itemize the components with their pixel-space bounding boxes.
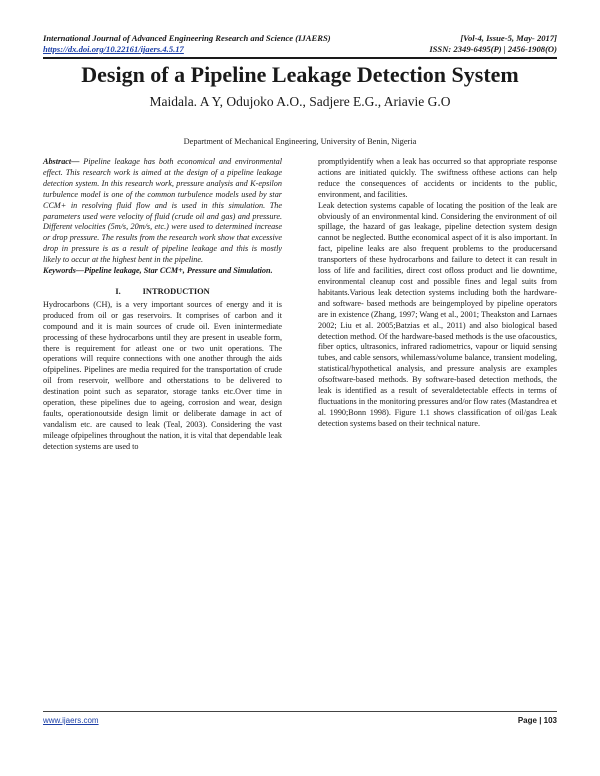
section-title: INTRODUCTION xyxy=(142,286,210,296)
running-header-right xyxy=(429,33,557,55)
abstract-text: Pipeline leakage has both economical and environmental effect. This research work is aimed at the design of a pipeline leakage detection system. In this research work, pressure analysis and K-epsilon turbulence model is one of the common turbulence models used by star CCM+ in resolving fluid flow and is used in this simulation. The parameters used were velocity of fluid (crude oil and gas) and pressure. Different velocities (5m/s, 20m/s, etc.) were used to determined increase or drop pressure. The results from the research work show that excessive drop in pressure is as a result of pipeline leakage and this is mostly likely to occur at the highest bent in the pipeline. xyxy=(43,157,282,265)
right-column xyxy=(318,157,557,430)
footer-rule xyxy=(43,711,557,712)
doi-link[interactable]: https://dx.doi.org/10.22161/ijaers.4.5.17 xyxy=(43,44,184,54)
running-header-left xyxy=(43,33,331,55)
paper-affiliation: Department of Mechanical Engineering, University of Benin, Nigeria xyxy=(183,137,417,146)
header-rule xyxy=(43,57,557,59)
issn-info: ISSN: 2349-6495(P) | 2456-1908(O) xyxy=(429,44,557,54)
intro-paragraph-1-continued: promptlyidentify when a leak has occurred so that appropriate response actions are initiated quickly. The swiftness ofthese actions can help reduce the consequences of accidents or incidents to the public, environment, and facilities. xyxy=(318,157,557,199)
intro-paragraph-1: Hydrocarbons (CH), is a very important sources of energy and it is produced from oil or gas reservoirs. It comprises of carbon and it compound and it is main sources of crude oil. Even inintermediate processing of these hydrocarbons until they are present in useable form, there is requirement for atleast one or two unit operations. The operations will require connections with one another through the aids ofpipelines. Pipelines are media required for the transportation of crude oil from reservoir, wellbore and otherstations to be delivered to destination point such as separator, storage tanks etc.Over time in operation, these pipelines due to ageing, corrosion and wear, design faults, operationoutside design limit or deliberate damage in act of vandalism etc. are caused to leak (Teal, 2003). Considering the vast mileage ofpipelines throughout the nation, it is vital that dependable leak detection systems are used to xyxy=(43,299,282,451)
journal-name: International Journal of Advanced Engineering Research and Science (IJAERS) xyxy=(43,33,331,43)
volume-info: [Vol-4, Issue-5, May- 2017] xyxy=(460,33,557,43)
abstract-lead: Abstract— xyxy=(43,157,80,166)
section-heading-introduction xyxy=(43,287,282,298)
paper-title: Design of a Pipeline Leakage Detection System xyxy=(81,62,519,87)
intro-paragraph-2: Leak detection systems capable of locating the position of the leak are obviously of an environmental kind. Considering the environment of oil spillage, the hazard of gas leakage, pipeline detection system design cannot be neglected. Butthe economical aspect of it is also important. In fact, pipeline leaks are also frequent problems to the producersand transporters of these hydrocarbons and failure to detect it can result in loss of life and facilities, direct cost ofloss product and lie downtime, environmental cleanup cost and possible fines and legal suits from habitants.Various leak detection systems including both the hardware- and software- based methods are beingemployed by pipeline operators are in existence (Zhang, 1997; Wang et al., 2001; Theakston and Larnaes 2002; Liu et al. 2005;Batzias et al., 2011) and also biological based detection method. Of the hardware-based methods is the use ofacoustics, fiber optics, ultrasonics, infrared radiometrics, vapour or liquid sensing tubes, and cable sensors, whilemass/volume balance, transient modeling, statistical/hypothetical analysis, and pressure analysis are examples ofsoftware-based methods. By software-based detection methods, the leak is identified as a result of severaldetectable effects in terms of fluctuations in the monitoring pressures and/or flow rates (Mastandrea et al. 1990;Bonn 1998). Figure 1.1 shows classification of oil/gas Leak detection systems based on their technical nature. xyxy=(318,200,557,428)
page-number: Page | 103 xyxy=(517,716,557,725)
abstract xyxy=(43,157,282,266)
paper-authors: Maidala. A Y, Odujoko A.O., Sadjere E.G., Ariavie G.O xyxy=(149,94,451,109)
footer-website-link[interactable]: www.ijaers.com xyxy=(43,716,99,725)
keywords: Keywords—Pipeline leakage, Star CCM+, Pressure and Simulation. xyxy=(43,266,273,276)
section-number: I. xyxy=(115,286,121,296)
left-column xyxy=(43,157,282,453)
